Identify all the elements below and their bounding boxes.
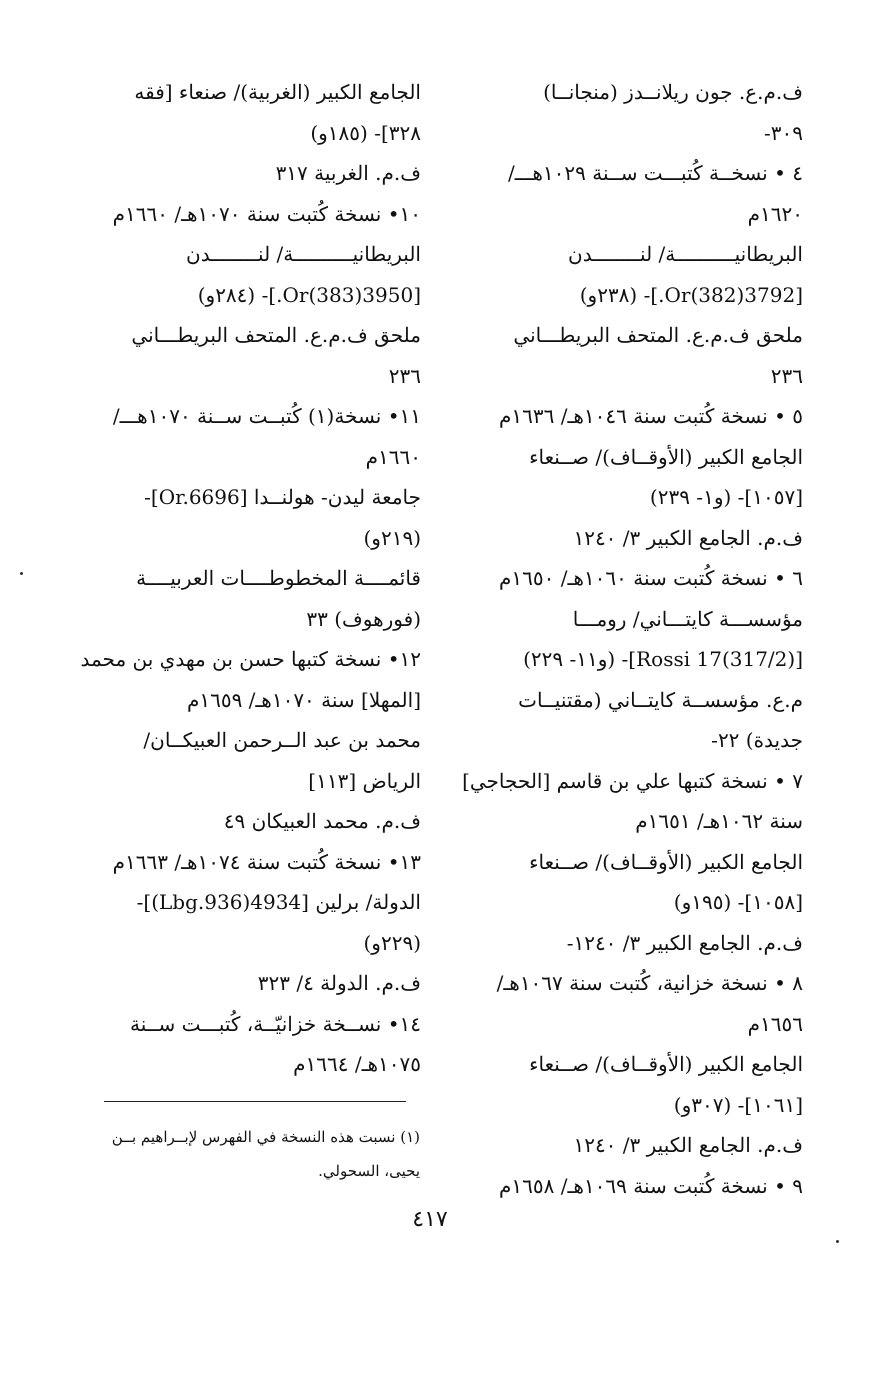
text-line: ٢٣٦: [388, 363, 421, 388]
entry-4-line: ٤ • نسخــة كُتبـــت ســنة ١٠٢٩هـــ/: [508, 161, 803, 185]
text-line: محمد بن عبد الــرحمن العبيكــان/: [143, 728, 421, 752]
text-line: الجامع الكبير (الأوقــاف)/ صــنعاء: [529, 444, 803, 469]
text-line: الرياض [١١٣]: [308, 768, 421, 793]
text-line: ملحق ف.م.ع. المتحف البريطـــاني: [131, 323, 421, 347]
text-line: ف.م. الدولة ٤/ ٣٢٣: [257, 971, 421, 995]
entry-10-line: ١٠• نسخة كُتبت سنة ١٠٧٠هـ/ ١٦٦٠م: [112, 201, 421, 226]
text-line: قائمــــة المخطوطــــات العربيــــة: [136, 566, 421, 590]
text-line: [١٠٥٧]- (و١- ٢٣٩): [649, 485, 803, 509]
text-line: جامعة ليدن- هولنــدا [Or.6696]-: [144, 485, 421, 509]
text-line: ٣٢٨]- (١٨٥و): [310, 120, 421, 145]
text-line: مؤسســـة كايتـــاني/ رومـــا: [572, 606, 803, 631]
entry-7-line: ٧ • نسخة كتبها علي بن قاسم [الحجاجي]: [462, 768, 803, 793]
entry-11-line: ١١• نسخة(١) كُتبــت ســنة ١٠٧٠هـــ/: [112, 404, 421, 428]
footnote-divider: [104, 1101, 406, 1102]
text-line: ١٦٦٠م: [365, 444, 421, 469]
text-line: م.ع. مؤسســة كايتــاني (مقتنيــات: [518, 687, 803, 712]
text-line: الجامع الكبير (الأوقــاف)/ صــنعاء: [529, 1052, 803, 1076]
entry-13-line: ١٣• نسخة كُتبت سنة ١٠٧٤هـ/ ١٦٦٣م: [112, 849, 421, 874]
text-line: سنة ١٠٦٢هـ/ ١٦٥١م: [635, 809, 803, 833]
text-line: ١٦٢٠م: [747, 201, 803, 226]
text-line: [Rossi 17(317/2)]- (و١١- ٢٢٩): [523, 647, 803, 671]
text-line: البريطانيــــــــــة/ لنــــــــدن: [568, 242, 803, 266]
entry-6-line: ٦ • نسخة كُتبت سنة ١٠٦٠هـ/ ١٦٥٠م: [499, 566, 803, 590]
text-line: ف.م.ع. جون ريلانــدز (منجانــا): [543, 80, 803, 104]
text-line: ف.م. الجامع الكبير ٣/ ١٢٤٠: [573, 525, 803, 550]
entry-8-line: ٨ • نسخة خزانية، كُتبت سنة ١٠٦٧هـ/: [496, 971, 803, 995]
scan-speck: [20, 572, 23, 575]
footnote-line: يحيى، السحولي.: [318, 1162, 420, 1180]
text-line: الجامع الكبير (الغربية)/ صنعاء [فقه: [134, 80, 421, 104]
right-column: [450, 72, 803, 1206]
text-line: ملحق ف.م.ع. المتحف البريطـــاني: [513, 323, 803, 347]
text-line: ٣٠٩-: [764, 120, 803, 145]
footnote-line: (١) نسبت هذه النسخة في الفهرس لإبــراهيم بــن: [111, 1128, 420, 1146]
entry-5-line: ٥ • نسخة كُتبت سنة ١٠٤٦هـ/ ١٦٣٦م: [499, 404, 803, 428]
entry-12-line: ١٢• نسخة كتبها حسن بن مهدي بن محمد: [80, 647, 421, 671]
page-number: ٤١٧: [412, 1207, 448, 1232]
text-line: (فورهوف) ٣٣: [306, 606, 421, 631]
text-line: [المهلا] سنة ١٠٧٠هـ/ ١٦٥٩م: [186, 687, 421, 712]
text-line: البريطانيــــــــــة/ لنــــــــدن: [186, 242, 421, 266]
text-line: ١٠٧٥هـ/ ١٦٦٤م: [293, 1052, 421, 1076]
scan-speck: [836, 1240, 839, 1243]
text-line: ٢٣٦: [770, 363, 803, 388]
text-line: ف.م. الجامع الكبير ٣/ ١٢٤٠-: [566, 930, 803, 955]
entry-9-line: ٩ • نسخة كُتبت سنة ١٠٦٩هـ/ ١٦٥٨م: [499, 1173, 803, 1198]
left-column: [76, 72, 421, 1085]
text-line: ف.م. الغربية ٣١٧: [275, 161, 421, 185]
text-line: [3950(383)Or.]- (٢٨٤و): [197, 282, 421, 307]
text-line: جديدة) ٢٢-: [711, 728, 803, 752]
text-line: ف.م. محمد العبيكان ٤٩: [223, 809, 421, 833]
text-line: [١٠٦١]- (٣٠٧و): [673, 1092, 803, 1117]
text-line: (٢٢٩و): [363, 930, 421, 955]
text-line: [3792(382)Or.]- (٢٣٨و): [579, 282, 803, 307]
text-line: ١٦٥٦م: [747, 1011, 803, 1036]
footnote: [80, 1120, 420, 1188]
text-line: (٢١٩و): [363, 525, 421, 550]
text-line: الجامع الكبير (الأوقــاف)/ صــنعاء: [529, 849, 803, 874]
entry-14-line: ١٤• نســخة خزانيّــة، كُتبـــت ســنة: [130, 1011, 421, 1036]
text-line: [١٠٥٨]- (١٩٥و): [673, 890, 803, 914]
text-line: ف.م. الجامع الكبير ٣/ ١٢٤٠: [573, 1133, 803, 1157]
text-line: الدولة/ برلين [4934(Lbg.936)]-: [136, 890, 421, 914]
